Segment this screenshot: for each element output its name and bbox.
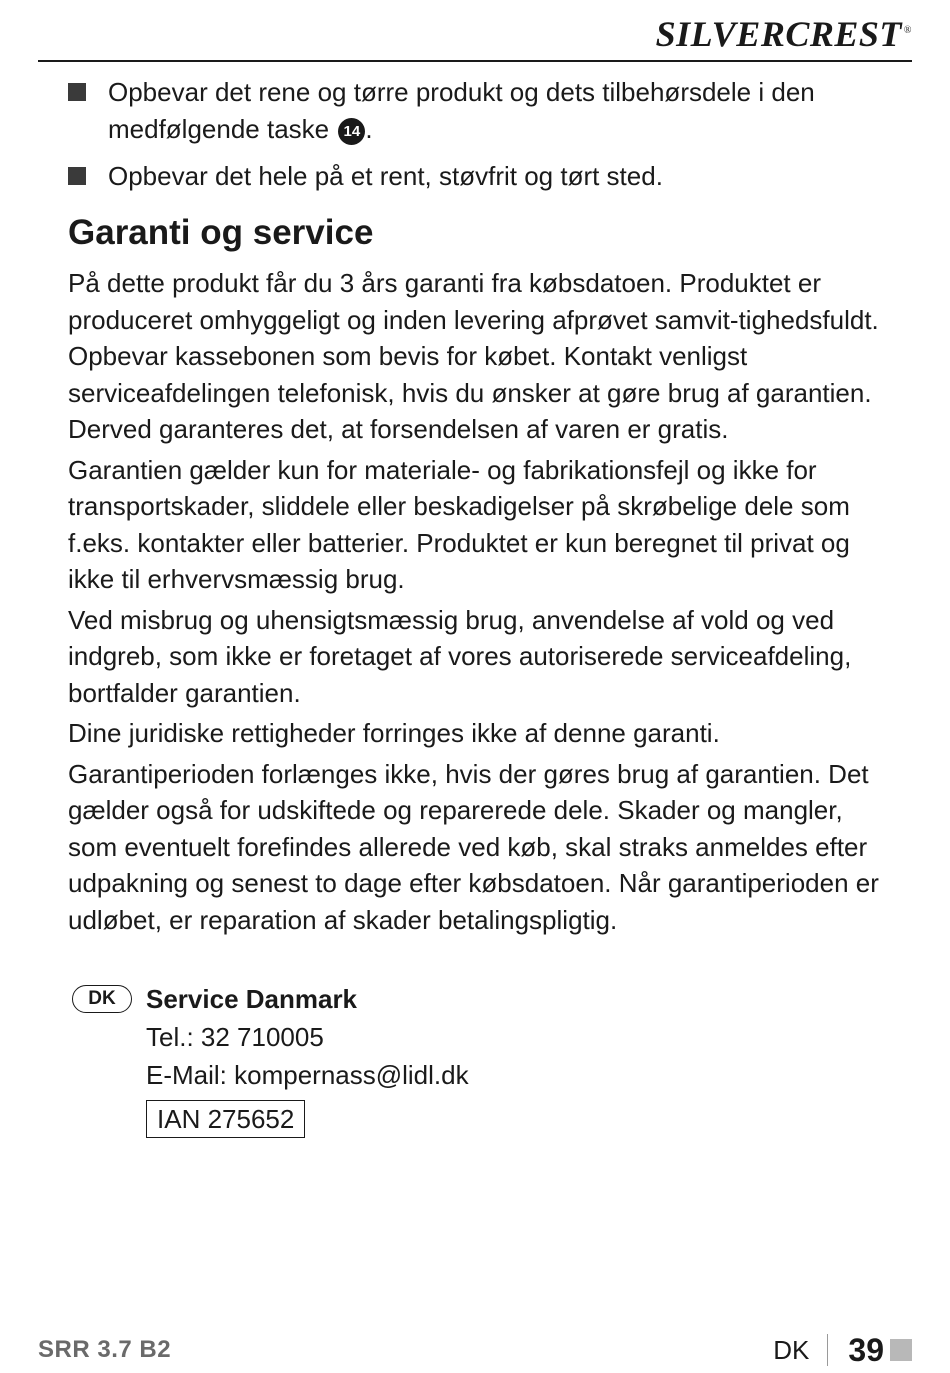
service-phone: Tel.: 32 710005 — [146, 1022, 324, 1052]
registered-mark: ® — [903, 25, 912, 36]
service-email: E-Mail: kompernass@lidl.dk — [146, 1060, 469, 1090]
bullet-item — [68, 74, 888, 148]
section-title: Garanti og service — [68, 213, 374, 252]
footer-divider — [827, 1334, 828, 1366]
service-title: Service Danmark — [146, 984, 358, 1014]
service-contact — [72, 980, 469, 1138]
bullet-list — [68, 74, 888, 205]
footer-language: DK — [773, 1334, 810, 1365]
section-body — [68, 265, 883, 942]
part-number-badge: 14 — [338, 118, 365, 145]
page-number: 39 — [848, 1331, 884, 1368]
header-rule — [38, 60, 912, 62]
paragraph: Garantien gælder kun for materiale- og fabrikationsfejl og ikke for transportskader, sliddele eller beskadigelser på skrøbelige dele som f.eks. kontakter eller batterier. Produktet er kun beregnet til privat og ikke til erhvervsmæssig brug. — [68, 454, 850, 594]
bullet-square-icon — [68, 83, 86, 101]
bullet-item — [68, 158, 888, 195]
paragraph: Garantiperioden forlænges ikke, hvis der gøres brug af garantien. Det gælder også for udskiftede og reparerede dele. Skader og mangler, som eventuelt forefindes allerede ved køb, skal straks anmeldes efter udpakning og senest to dage efter købsdatoen. Når garantiperioden er udløbet, er reparation af skader betalingspligtig. — [68, 758, 879, 935]
bullet-text: Opbevar det rene og tørre produkt og dets tilbehørsdele i den medfølgende taske — [108, 77, 815, 144]
footer-model: SRR 3.7 B2 — [38, 1336, 172, 1363]
brand-logo — [656, 6, 912, 59]
paragraph: Ved misbrug og uhensigtsmæssig brug, anvendelse af vold og ved indgreb, som ikke er foretaget af vores autoriserede serviceafdeling, bortfalder garantien. — [68, 604, 852, 708]
footer-pagination — [773, 1330, 912, 1370]
country-badge: DK — [72, 985, 132, 1013]
lead-paragraph: På dette produkt får du 3 års garanti fra købsdatoen. Produktet er produceret omhyggeligt og inden levering afprøvet samvit-tighedsfuldt. Opbevar kassebonen som bevis for købet. Kontakt venligst serviceafdelingen telefonisk, hvis du ønsker at gøre brug af garantien. Derved garanteres det, at forsendelsen af varen er gratis. — [68, 268, 879, 444]
bullet-square-icon — [68, 167, 86, 185]
ian-box: IAN 275652 — [146, 1100, 305, 1138]
brand-name: SILVERCREST — [655, 14, 902, 54]
bullet-text-end: . — [365, 114, 373, 144]
bullet-text: Opbevar det hele på et rent, støvfrit og tørt sted. — [108, 161, 663, 191]
page-marker-square-icon — [890, 1339, 912, 1361]
paragraph: Dine juridiske rettigheder forringes ikke af denne garanti. — [68, 718, 720, 748]
